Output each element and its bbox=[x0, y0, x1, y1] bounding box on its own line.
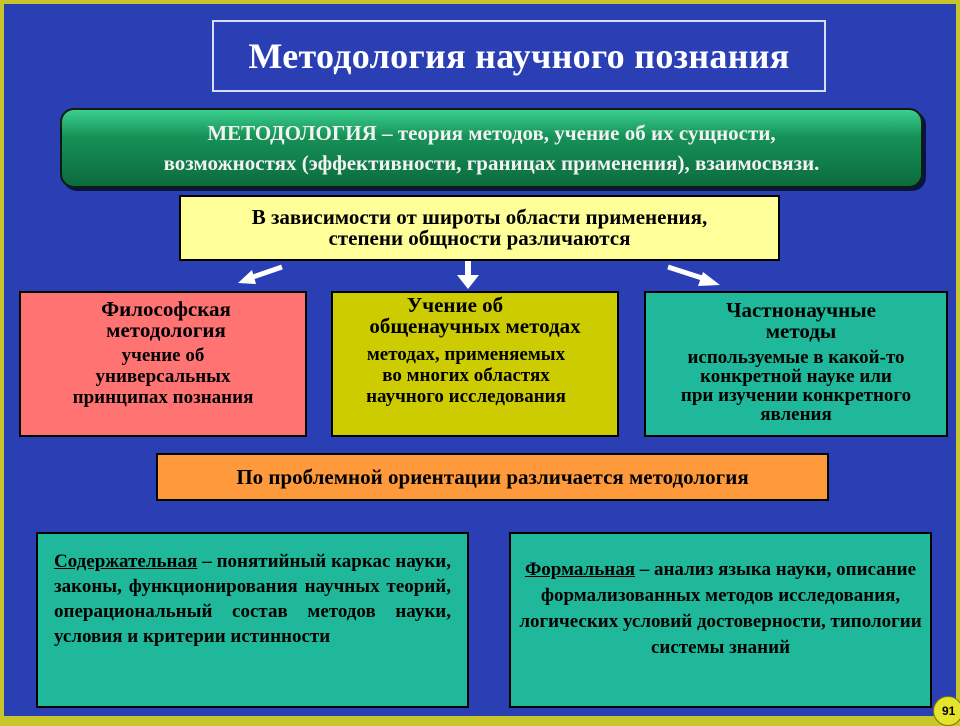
category-specific-scientific bbox=[644, 291, 948, 437]
page-number: 91 bbox=[942, 704, 956, 718]
substantive-description: – понятийный каркас науки, законы, функционирования научных теорий, операциональный состав методов науки, условия и критерии истинности bbox=[54, 551, 451, 647]
breadth-criterion-line-1: В зависимости от широты области применения, bbox=[251, 205, 708, 229]
formal-description: – анализ языка науки, описание формализованных методов исследования, логических условий достоверности, типологии системы знаний bbox=[519, 559, 922, 658]
body-line: явления bbox=[760, 404, 832, 425]
philosophical-heading bbox=[21, 293, 305, 341]
body-line: во многих областях bbox=[382, 365, 550, 386]
body-line: универсальных bbox=[95, 366, 231, 387]
specific-scientific-heading bbox=[646, 293, 946, 342]
body-line: при изучении конкретного bbox=[680, 385, 912, 406]
general-scientific-heading bbox=[333, 293, 617, 337]
body-line: методах, применяемых bbox=[366, 344, 566, 365]
substantive-methodology-box bbox=[36, 532, 469, 708]
general-scientific-body bbox=[333, 337, 617, 407]
orientation-criterion-box bbox=[156, 453, 829, 501]
heading-line: Учение об bbox=[406, 293, 504, 317]
heading-line: Частнонаучные bbox=[726, 298, 876, 322]
page-number-badge bbox=[933, 696, 960, 726]
formal-methodology-box bbox=[509, 532, 932, 708]
arrow-right-icon bbox=[664, 261, 726, 291]
arrow-left-icon bbox=[230, 259, 290, 291]
heading-line: методы bbox=[765, 319, 837, 343]
breadth-criterion-box bbox=[179, 195, 780, 261]
category-general-scientific bbox=[331, 291, 619, 437]
category-philosophical bbox=[19, 291, 307, 437]
page-title: Методология научного познания bbox=[248, 36, 790, 76]
breadth-criterion-text bbox=[252, 207, 708, 249]
orientation-criterion-text: По проблемной ориентации различается методология bbox=[236, 464, 749, 489]
heading-line: общенаучных методах bbox=[369, 314, 581, 338]
body-line: принципах познания bbox=[72, 387, 254, 408]
heading-line: методология bbox=[106, 318, 226, 342]
body-line: учение об bbox=[121, 345, 205, 366]
body-line: научного исследования bbox=[366, 386, 566, 407]
body-line: используемые в какой-то bbox=[687, 347, 905, 368]
specific-scientific-body bbox=[646, 342, 946, 424]
breadth-criterion-line-2: степени общности различаются bbox=[328, 226, 631, 250]
body-line: конкретной науке или bbox=[700, 366, 892, 387]
definition-box bbox=[60, 108, 923, 188]
definition-line-2: возможностях (эффективности, границах применения), взаимосвязи. bbox=[163, 151, 820, 175]
definition-line-1: МЕТОДОЛОГИЯ – теория методов, учение об их сущности, bbox=[207, 121, 776, 145]
title-box bbox=[212, 20, 826, 92]
substantive-term: Содержательная bbox=[54, 551, 198, 572]
formal-term: Формальная bbox=[524, 559, 635, 580]
philosophical-body bbox=[21, 341, 305, 408]
slide-background bbox=[4, 4, 956, 716]
heading-line: Философская bbox=[101, 297, 231, 321]
definition-text bbox=[164, 118, 820, 178]
arrow-down-icon bbox=[454, 259, 482, 291]
